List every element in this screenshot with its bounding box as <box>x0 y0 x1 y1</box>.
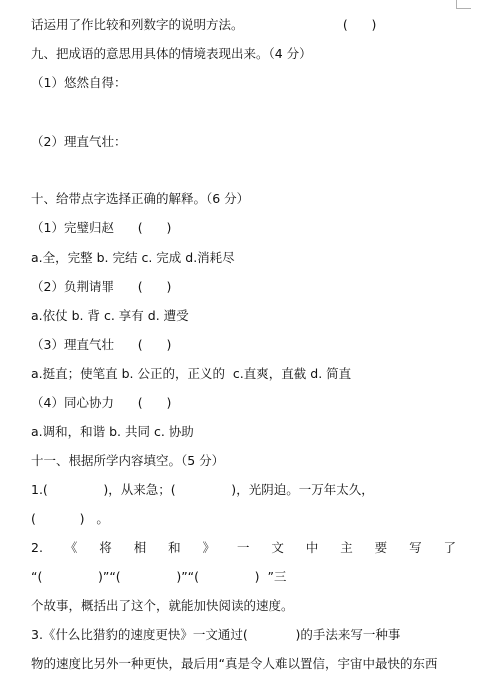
page-corner-mark <box>456 0 471 9</box>
section-11-item-3: 3.《什么比猎豹的速度更快》一文通过( )的手法来写一种事 <box>31 627 401 642</box>
spread-char: 主 <box>340 540 353 555</box>
section-10-item-1-options: a.全，完整 b. 完结 c. 完成 d.消耗尽 <box>31 250 235 265</box>
section-10-item-1: （1）完璧归赵 ( ) <box>31 220 172 235</box>
spread-char: 》 <box>202 540 216 555</box>
question-8-tail-line: 话运用了作比较和列数字的说明方法。 ( ) <box>31 17 377 32</box>
spread-char: 了 <box>443 540 456 555</box>
spread-char: 写 <box>409 540 422 555</box>
section-11-heading: 十一、根据所学内容填空。（5 分） <box>31 453 225 468</box>
spread-char: 要 <box>374 540 388 555</box>
section-10-item-4-options: a.调和，和谐 b. 共同 c. 协助 <box>31 424 194 439</box>
spread-char: 和 <box>168 540 181 555</box>
section-10-item-3-options: a.挺直；使笔直 b. 公正的，正义的 c.直爽，直截 d. 简直 <box>31 366 352 381</box>
section-10-heading: 十、给带点字选择正确的解释。（6 分） <box>31 191 250 206</box>
section-9-item-2: （2）理直气壮： <box>31 134 127 149</box>
section-11-item-2-continued: 个故事，概括出了这个，就能加快阅读的速度。 <box>31 598 294 613</box>
spread-char: 2. <box>31 540 43 555</box>
section-10-item-2-options: a.依仗 b. 背 c. 享有 d. 遭受 <box>31 308 189 323</box>
section-10-item-2: （2）负荆请罪 ( ) <box>31 279 172 294</box>
section-11-item-1-continued: ( ) 。 <box>31 511 109 526</box>
section-11-item-2-blanks: “( )”“( )”“( ) ”三 <box>31 569 287 584</box>
section-9-item-1: （1）悠然自得： <box>31 75 127 90</box>
spread-char: 文 <box>271 540 284 555</box>
spread-char: 中 <box>305 540 319 555</box>
section-11-item-2 <box>31 540 456 556</box>
spread-char: 将 <box>99 540 112 555</box>
spread-char: 相 <box>133 540 147 555</box>
section-10-item-3: （3）理直气壮 ( ) <box>31 337 172 352</box>
section-11-item-3-continued: 物的速度比另外一种更快，最后用“真是令人难以置信，宇宙中最快的东西 <box>31 656 438 671</box>
section-9-heading: 九、把成语的意思用具体的情境表现出来。（4 分） <box>31 46 312 61</box>
spread-char: 《 <box>64 540 78 555</box>
section-11-item-1: 1.( )，从来急；( )，光阴迫。一万年太久， <box>31 482 374 497</box>
spread-char: 一 <box>236 540 250 555</box>
section-10-item-4: （4）同心协力 ( ) <box>31 395 172 410</box>
